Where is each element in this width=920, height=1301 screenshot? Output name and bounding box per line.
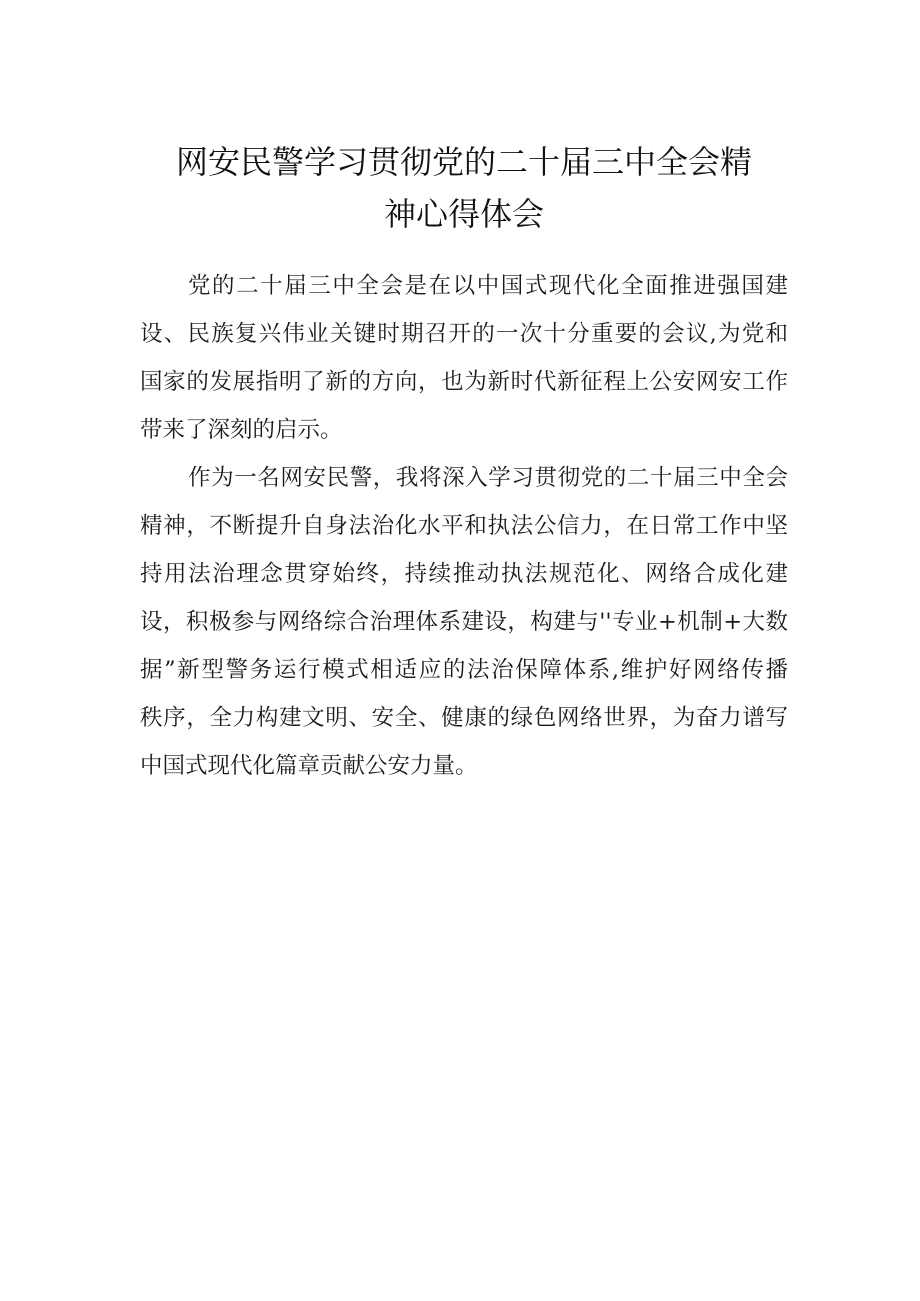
paragraph-line: 秩序，全力构建文明、安全、健康的绿色网络世界，为奋力谱写 <box>140 705 788 731</box>
title-line: 神心得体会 <box>383 195 544 233</box>
paragraph-line: 设、民族复兴伟业关键时期召开的一次十分重要的会议,为党和 <box>140 321 788 347</box>
paragraph-line: 据”新型警务运行模式相适应的法治保障体系,维护好网络传播 <box>140 657 788 683</box>
paragraph-line: 作为一名网安民警，我将深入学习贯彻党的二十届三中全会 <box>188 465 788 491</box>
document-title <box>140 136 788 240</box>
title-line: 网安民警学习贯彻党的二十届三中全会精 <box>175 143 752 181</box>
paragraph-line: 带来了深刻的启示。 <box>140 417 343 443</box>
paragraph-2 <box>140 454 788 790</box>
paragraph-line: 设，积极参与网络综合治理体系建设，构建与''专业+机制+大数 <box>140 609 788 635</box>
paragraph-line: 国家的发展指明了新的方向，也为新时代新征程上公安网安工作 <box>140 369 788 395</box>
paragraph-1 <box>140 262 788 454</box>
document-body <box>140 262 788 790</box>
paragraph-line: 中国式现代化篇章贡献公安力量。 <box>140 753 478 779</box>
paragraph-line: 持用法治理念贯穿始终，持续推动执法规范化、网络合成化建 <box>140 561 788 587</box>
paragraph-line: 精神，不断提升自身法治化水平和执法公信力，在日常工作中坚 <box>140 513 788 539</box>
paragraph-line: 党的二十届三中全会是在以中国式现代化全面推进强国建 <box>188 273 788 299</box>
